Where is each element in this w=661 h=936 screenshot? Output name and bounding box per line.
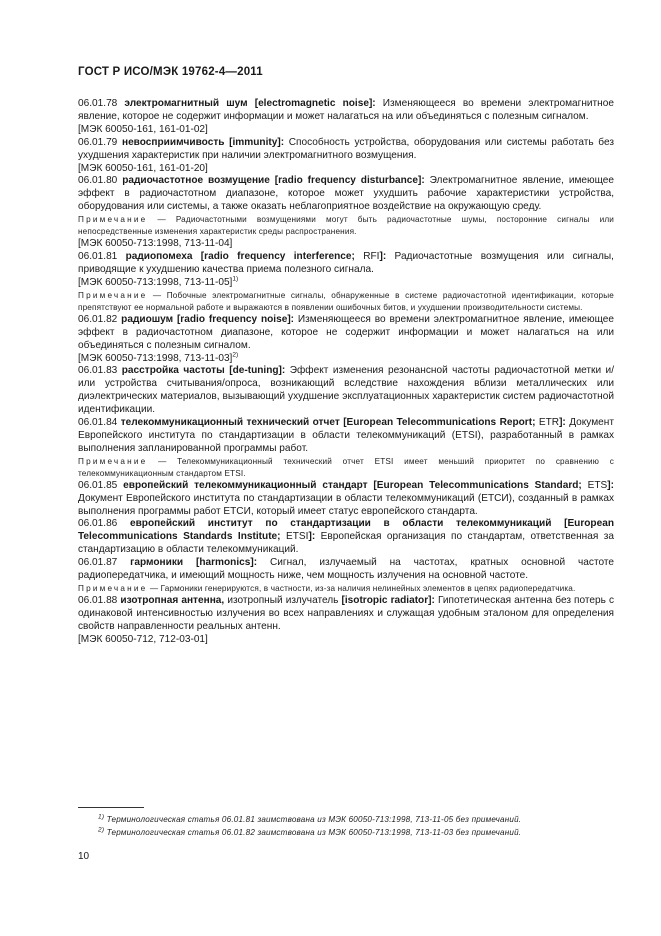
- term-name-end: ]:: [559, 417, 566, 429]
- term-entry: [78, 98, 614, 124]
- term-name-english: [isotropic radiator]:: [341, 595, 435, 606]
- note-label: Примечание: [78, 215, 148, 225]
- term-name: изотропная антенна,: [120, 595, 225, 606]
- note-text: — Гармоники генерируются, в частности, из-за наличия нелинейных элементов в цепях радиопередатчика.: [149, 584, 576, 593]
- footnote-separator: [78, 807, 144, 808]
- term-name: европейский институт по стандартизации в области телекоммуникаций [European Telecommunications Standards Institute;: [78, 518, 614, 543]
- term-entry: [78, 137, 614, 163]
- footnote-text: Терминологическая статья 06.01.82 заимствована из МЭК 60050-713:1998, 713-11-03 без примечаний.: [106, 828, 522, 837]
- footnotes: [78, 813, 614, 839]
- term-abbrev: ETS: [587, 479, 608, 491]
- term-entry: [78, 314, 614, 353]
- term-definition: Изменяющееся во времени электромагнитное явление, которое не содержит информации и может налагаться на или объединяться с полезным сигналом.: [78, 98, 614, 122]
- footnote-mark: 2): [98, 826, 105, 834]
- term-number: 06.01.82: [78, 313, 118, 325]
- term-entry: [78, 417, 614, 456]
- term-source: [МЭК 60050-712, 712-03-01]: [78, 633, 208, 645]
- term-definition: Документ Европейского института по стандартизации в области телекоммуникаций (ЕТСИ), созданный в рамках выполнения программы работ ЕТСИ, который имеет статус европейского стандарта.: [78, 492, 614, 517]
- term-entry: [78, 365, 614, 417]
- note-text: — Радиочастотными возмущениями могут быть радиочастотные шумы, посторонние сигналы или непосредственные изменения характеристик среды распространения.: [78, 215, 614, 237]
- term-name: гармоники [harmonics]:: [130, 557, 258, 569]
- term-definition: Изменяющееся во времени электромагнитное явление, имеющее эффект в радиочастотном диапазоне, которое не содержит информации и может налагаться на или объединяться с полезным сигналом.: [78, 313, 615, 351]
- term-number: 06.01.78: [78, 98, 118, 109]
- term-name: радиопомеха [radio frequency interference;: [125, 251, 355, 263]
- term-entry: [78, 251, 614, 277]
- term-number: 06.01.88: [78, 595, 118, 606]
- term-entry: [78, 595, 614, 634]
- term-name: радиошум [radio frequency noise]:: [121, 313, 295, 325]
- term-name: расстройка частоты [de-tuning]:: [121, 365, 286, 377]
- term-name-end: ]:: [308, 531, 316, 543]
- term-entry: [78, 175, 614, 214]
- term-source: [78, 277, 614, 290]
- term-number: 06.01.86: [78, 518, 118, 530]
- footnote: [78, 826, 614, 839]
- term-abbrev: ETR: [538, 417, 560, 429]
- term-note: [78, 214, 614, 238]
- term-abbrev: ETSI: [286, 531, 309, 543]
- term-number: 06.01.79: [78, 136, 118, 148]
- page-number: 10: [78, 851, 90, 862]
- term-definition: Способность устройства, оборудования или системы работать без ухудшения характеристик при наличии электромагнитного возмущения.: [78, 136, 614, 161]
- footnote-marker: 1): [232, 275, 239, 283]
- term-note: [78, 583, 614, 595]
- term-entry: [78, 518, 614, 557]
- term-definition: Гипотетическая антенна без потерь с одинаковой интенсивностью излучения во всех направлениях и служащая удобным эталоном для определения свойств направленности реальных антенн.: [78, 595, 615, 632]
- page-header: ГОСТ Р ИСО/МЭК 19762-4—2011: [78, 66, 263, 78]
- term-number: 06.01.84: [78, 417, 118, 429]
- term-definition: Документ Европейского института по стандартизации в области телекоммуникаций (ETSI), разработанный в рамках выполнения запланированной программы работ.: [78, 417, 614, 454]
- term-name: радиочастотное возмущение [radio frequency disturbance]:: [122, 175, 425, 187]
- term-name: электромагнитный шум [electromagnetic noise]:: [124, 98, 376, 109]
- footnote: [78, 813, 614, 826]
- term-source: [МЭК 60050-161, 161-01-02]: [78, 123, 208, 135]
- source-ref: [МЭК 60050-713:1998, 713-11-05]: [78, 276, 233, 288]
- term-source: [МЭК 60050-713:1998, 713-11-04]: [78, 238, 233, 250]
- term-name: невосприимчивость [immunity]:: [121, 136, 285, 148]
- term-number: 06.01.81: [78, 251, 118, 263]
- note-text: — Побочные электромагнитные сигналы, обнаруженные в системе радиочастотной идентификации, которые препятствуют ее нормальной работе и выражаются в появлении ошибочных битов, и ухудшении производительности системы.: [78, 290, 614, 312]
- footnote-mark: 1): [98, 813, 105, 821]
- terms-list: [78, 98, 614, 647]
- term-number: 06.01.83: [78, 365, 118, 377]
- term-note: [78, 456, 614, 480]
- term-name-end: ]:: [607, 479, 614, 491]
- term-number: 06.01.87: [78, 557, 118, 569]
- footnote-text: Терминологическая статья 06.01.81 заимствована из МЭК 60050-713:1998, 713-11-05 без примечаний.: [106, 815, 522, 824]
- note-label: Примечание: [78, 584, 148, 593]
- term-note: [78, 290, 614, 314]
- term-synonym: изотропный излучатель: [227, 595, 339, 606]
- term-definition: Эффект изменения резонансной частоты радиочастотной метки и/или устройства считывания/опроса, возникающий вследствие нахождения вблизи металлических или диэлектрических материалов, вызывающий ухудшение эксплуатационных характеристик систем радиочастотной идентификации.: [78, 365, 614, 416]
- term-source: [78, 353, 614, 366]
- term-number: 06.01.80: [78, 175, 118, 187]
- term-abbrev: RFI: [363, 251, 380, 263]
- term-definition: Электромагнитное явление, имеющее эффект в радиочастотном диапазоне, которое может ухудшить рабочие характеристики устройства, оборудования или системы, а также оказать неблагоприятное воздействие на окружающую среду.: [78, 175, 614, 213]
- term-entry: [78, 557, 614, 583]
- note-text: — Телекоммуникационный технический отчет ETSI имеет меньший приоритет по сравнению с телекоммуникационным стандартом ETSI.: [78, 456, 614, 478]
- term-name-end: ]:: [379, 251, 387, 263]
- term-name: европейский телекоммуникационный стандарт [European Telecommunications Standard;: [123, 479, 582, 491]
- source-ref: [МЭК 60050-713:1998, 713-11-03]: [78, 352, 233, 364]
- term-name: телекоммуникационный технический отчет [European Telecommunications Report;: [120, 417, 536, 429]
- footnote-marker: 2): [232, 351, 239, 359]
- term-definition: Радиочастотные возмущения или сигналы, приводящие к ухудшению качества приема полезного сигнала.: [78, 251, 614, 275]
- term-entry: [78, 480, 614, 519]
- note-label: Примечание: [78, 456, 148, 466]
- term-source: [МЭК 60050-161, 161-01-20]: [78, 162, 208, 174]
- term-definition: Сигнал, излучаемый на частотах, кратных основной частоте радиопередатчика, и имеющий мощность ниже, чем мощность излучения на основной частоте.: [78, 557, 614, 582]
- term-number: 06.01.85: [78, 479, 118, 491]
- note-label: Примечание: [78, 290, 148, 300]
- term-definition: Европейская организация по стандартам, ответственная за стандартизацию в области телекоммуникаций.: [78, 531, 615, 556]
